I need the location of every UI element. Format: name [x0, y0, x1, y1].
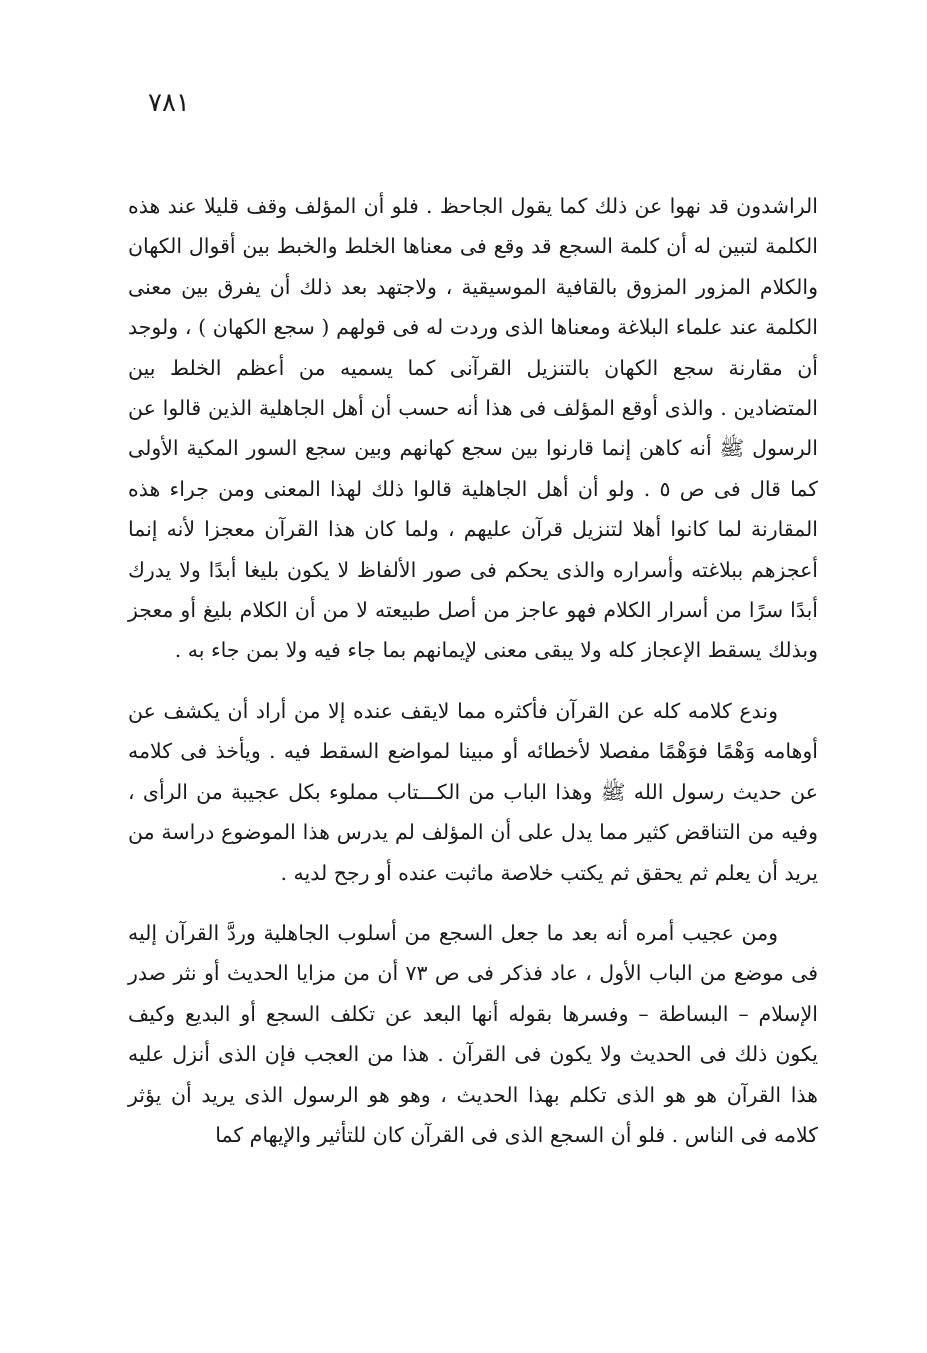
paragraph-3: ومن عجيب أمره أنه بعد ما جعل السجع من أسلوب الجاهلية وردَّ القرآن إليه فى موضع من الباب الأول ، عاد فذكر فى ص ٧٣ أن من مزايا الحديث أو نثر صدر الإسلام – البساطة – وفسرها بقوله أنها البعد عن تكلف السجع أو البديع وكيف يكون ذلك فى الحديث ولا يكون فى القرآن . هذا من العجب فإن الذى أنزل عليه هذا القرآن هو هو الذى تكلم بهذا الحديث ، وهو هو الرسول الذى يريد أن يؤثر كلامه فى الناس . فلو أن السجع الذى فى القرآن كان للتأثير والإيهام كما: [128, 920, 818, 1147]
page-number: ٧٨١: [148, 88, 190, 118]
paragraph-2: وندع كلامه كله عن القرآن فأكثره مما لايقف عنده إلا من أراد أن يكشف عن أوهامه وَهْمًا فوَهْمًا مفصلا لأخطائه أو مبينا لمواضع السقط فيه . ويأخذ فى كلامه عن حديث رسول الله ﷺ وهذا الباب من الكـــتاب مملوء بكل عجيبة من الرأى ، وفيه من التناقض كثير مما يدل على أن المؤلف لم يدرس هذا الموضوع دراسة من يريد أن يعلم ثم يحقق ثم يكتب خلاصة ماثبت عنده أو رجح لديه .: [128, 698, 818, 885]
body-text: [128, 186, 818, 1155]
paragraph-1: الراشدون قد نهوا عن ذلك كما يقول الجاحظ . فلو أن المؤلف وقف قليلا عند هذه الكلمة لتبين له أن كلمة السجع قد وقع فى معناها الخلط والخبط بين أقوال الكهان والكلام المزور المزوق بالقافية الموسيقية ، ولاجتهد بعد ذلك أن يفرق بين معنى الكلمة عند علماء البلاغة ومعناها الذى وردت له فى قولهم ( سجع الكهان ) ، ولوجد أن مقارنة سجع الكهان بالتنزيل القرآنى كما يسميه من أعظم الخلط بين المتضادين . والذى أوقع المؤلف فى هذا أنه حسب أن أهل الجاهلية الذين قالوا عن الرسول ﷺ أنه كاهن إنما قارنوا بين سجع كهانهم وبين سجع السور المكية الأولى كما قال فى ص ٥ . ولو أن أهل الجاهلية قالوا ذلك لهذا المعنى ومن جراء هذه المقارنة لما كانوا أهلا لتنزيل قرآن عليهم ، ولما كان هذا القرآن معجزا لأنه إنما أعجزهم ببلاغته وأسراره والذى يحكم فى صور الألفاظ لا يكون بليغا أبدًا ولا يدرك أبدًا سرًا من أسرار الكلام فهو عاجز من أصل طبيعته لا من أن الكلام بليغ أو معجز وبذلك يسقط الإعجاز كله ولا يبقى معنى لإيمانهم بما جاء فيه ولا بمن جاء به .: [128, 194, 818, 663]
